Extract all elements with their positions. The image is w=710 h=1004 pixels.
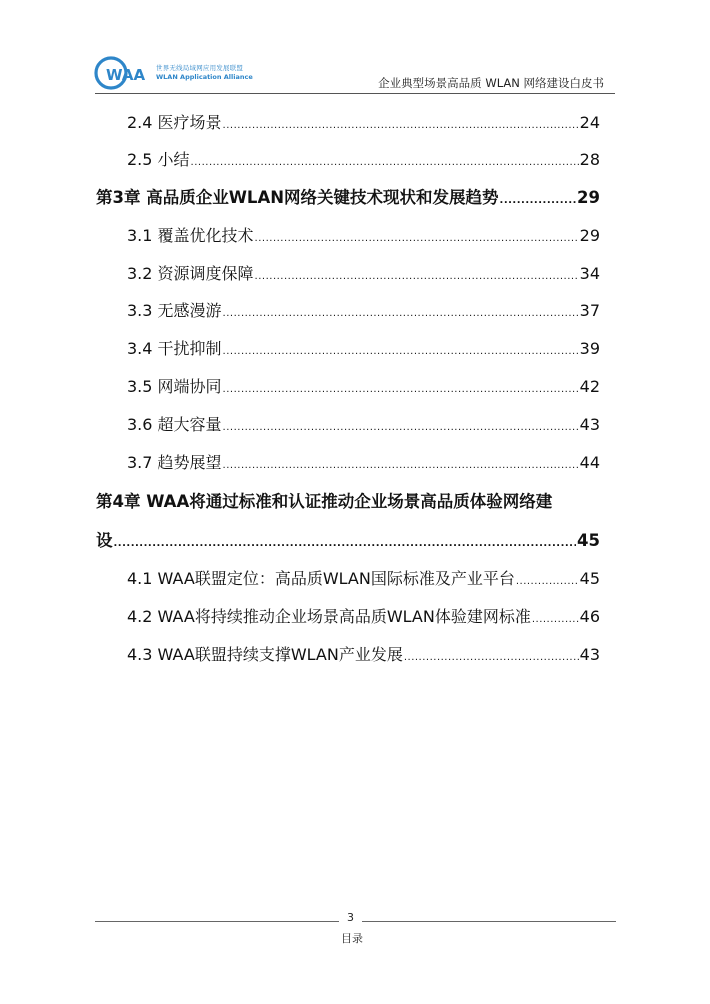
toc-entry-4-3[interactable]: [127, 642, 600, 665]
dot-leader: [223, 346, 579, 357]
toc-entry-title: 2.4 医疗场景: [127, 113, 222, 132]
dot-leader: [191, 157, 579, 168]
logo-english-name: WLAN Application Alliance: [156, 73, 253, 81]
toc-entry-2-4[interactable]: [127, 110, 600, 133]
dot-leader: [516, 576, 579, 587]
dot-leader: [114, 538, 577, 549]
toc-entry-3-1[interactable]: [127, 223, 600, 246]
footer-divider-right: [362, 921, 616, 922]
toc-entry-page: 39: [579, 339, 600, 358]
toc-entry-title: 3.7 趋势展望: [127, 453, 222, 472]
toc-entry-title: 3.3 无感漫游: [127, 301, 222, 320]
toc-entry-title: 2.5 小结: [127, 150, 190, 169]
toc-entry-chapter-4-line1[interactable]: [96, 488, 552, 512]
toc-entry-title: 4.2 WAA将持续推动企业场景高品质WLAN体验建网标准: [127, 607, 531, 626]
page-number: 3: [347, 911, 354, 924]
toc-entry-3-5[interactable]: [127, 374, 600, 397]
toc-entry-chapter-4-line2[interactable]: [96, 527, 600, 551]
toc-entry-title: 3.6 超大容量: [127, 415, 222, 434]
toc-entry-page: 34: [579, 264, 600, 283]
dot-leader: [223, 422, 579, 433]
toc-entry-title: 3.4 干扰抑制: [127, 339, 222, 358]
toc-entry-chapter-3[interactable]: [96, 184, 600, 208]
toc-entry-title: 3.1 覆盖优化技术: [127, 226, 254, 245]
dot-leader: [404, 652, 579, 663]
toc-entry-title: 3.5 网端协同: [127, 377, 222, 396]
toc-entry-page: 43: [579, 645, 600, 664]
footer-section-label: 目录: [341, 932, 363, 945]
toc-entry-title: 3.2 资源调度保障: [127, 264, 254, 283]
toc-entry-page: 45: [579, 569, 600, 588]
toc-entry-4-1[interactable]: [127, 566, 600, 589]
toc-entry-3-7[interactable]: [127, 450, 600, 473]
toc-entry-3-4[interactable]: [127, 336, 600, 359]
footer-divider-left: [95, 921, 339, 922]
document-title: 企业典型场景高品质 WLAN 网络建设白皮书: [378, 76, 604, 90]
toc-entry-title: 设: [96, 531, 113, 550]
dot-leader: [223, 460, 579, 471]
toc-entry-page: 45: [577, 531, 600, 550]
toc-entry-title: 4.1 WAA联盟定位：高品质WLAN国际标准及产业平台: [127, 569, 515, 588]
dot-leader: [532, 614, 579, 625]
toc-entry-page: 28: [579, 150, 600, 169]
svg-text:WAA: WAA: [106, 66, 146, 84]
toc-entry-title: 4.3 WAA联盟持续支撑WLAN产业发展: [127, 645, 403, 664]
toc-entry-page: 29: [577, 188, 600, 207]
toc-entry-page: 44: [579, 453, 600, 472]
toc-entry-page: 29: [579, 226, 600, 245]
toc-entry-page: 24: [579, 113, 600, 132]
toc-entry-3-3[interactable]: [127, 298, 600, 321]
dot-leader: [255, 271, 579, 282]
dot-leader: [500, 195, 577, 206]
dot-leader: [223, 308, 579, 319]
toc-entry-3-2[interactable]: [127, 261, 600, 284]
toc-entry-page: 46: [579, 607, 600, 626]
dot-leader: [255, 233, 579, 244]
toc-entry-4-2[interactable]: [127, 604, 600, 627]
toc-entry-page: 37: [579, 301, 600, 320]
toc-entry-page: 42: [579, 377, 600, 396]
toc-entry-title: 第3章 高品质企业WLAN网络关键技术现状和发展趋势: [96, 188, 499, 207]
waa-logo-icon: [93, 55, 153, 91]
header-divider: [95, 93, 615, 94]
toc-entry-2-5[interactable]: [127, 147, 600, 170]
dot-leader: [223, 384, 579, 395]
page-header: [0, 0, 710, 100]
logo-chinese-name: 世界无线局域网应用发展联盟: [156, 64, 244, 72]
toc-entry-3-6[interactable]: [127, 412, 600, 435]
toc-entry-title: 第4章 WAA将通过标准和认证推动企业场景高品质体验网络建: [96, 492, 553, 511]
dot-leader: [223, 120, 579, 131]
toc-entry-page: 43: [579, 415, 600, 434]
logo-text: [156, 64, 253, 82]
